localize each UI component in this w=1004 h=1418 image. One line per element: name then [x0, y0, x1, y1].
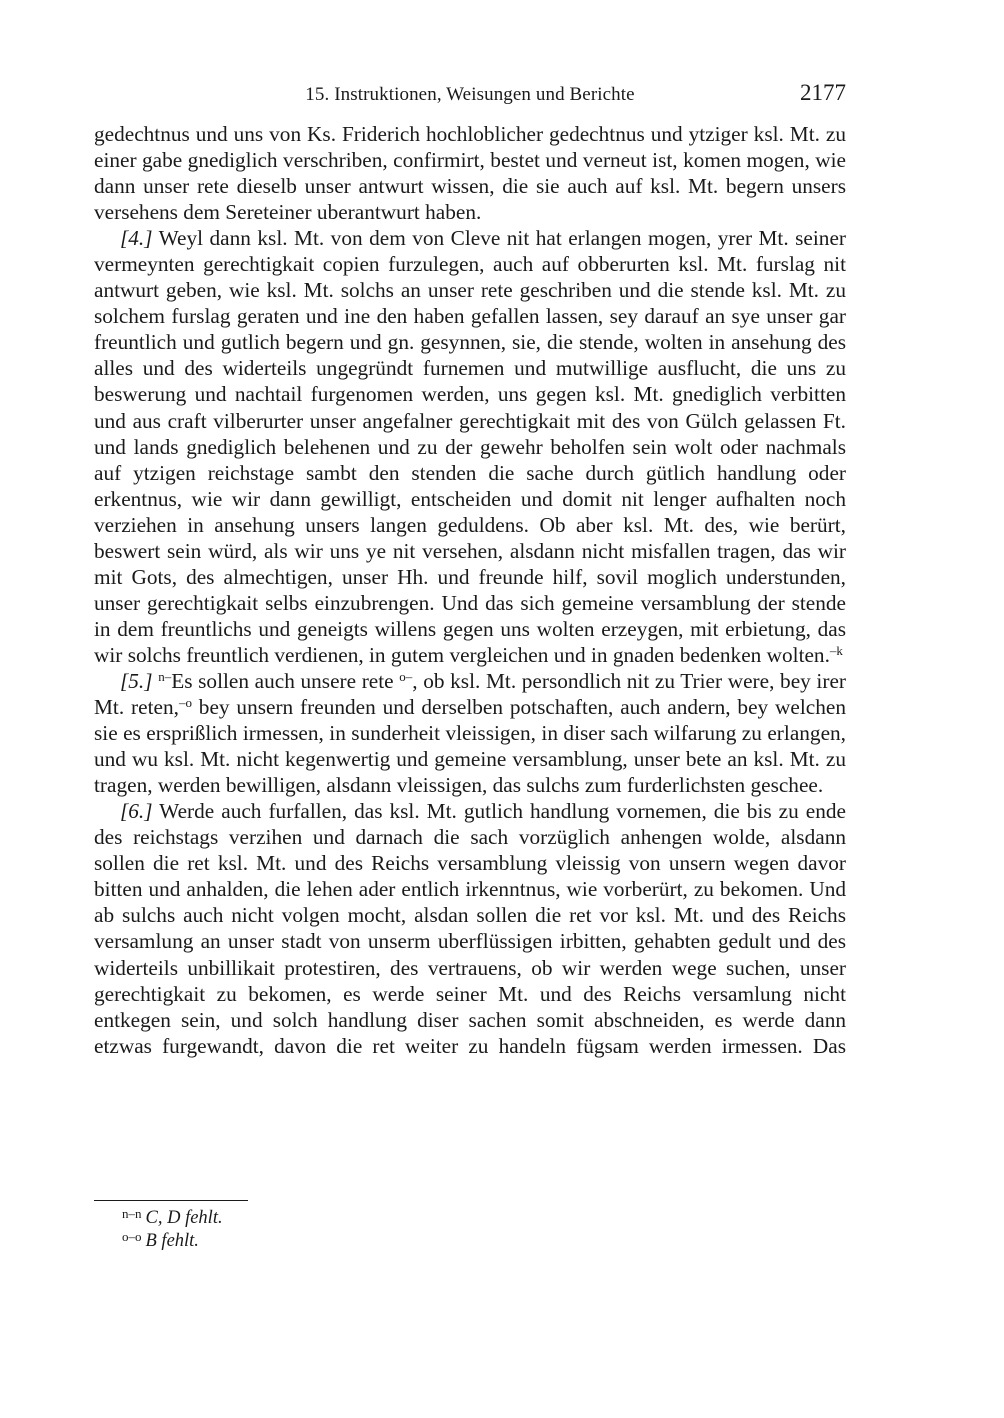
paragraph-text: gedechtnus und uns von Ks. Friderich hochloblicher gedechtnus und ytziger ksl. Mt. zu einer gabe gnediglich verschriben, confirmirt, bestet und verneut ist, komen mogen, wie dann unser rete dieselb unser antwurt wissen, die sie auch auf ksl. Mt. begern unsers versehens dem Sereteiner uberantwurt haben. [94, 122, 846, 225]
paragraph-text: Weyl dann ksl. Mt. von dem von Cleve nit hat erlangen mogen, yrer Mt. seiner vermeynten gerechtigkait copien furzulegen, auch auf obberurten ksl. Mt. furslag nit antwurt geben, wie ksl. Mt. solchs an unser rete geschriben und die stende ksl. Mt. zu solchem furslag geraten und ine den haben gefallen lassen, sey darauf an sye unser gar freuntlich und gutlich begern und gn. gesynnen, sie, die stende, wolten in ansehung des alles und des widerteils ungegründt furnemen und mutwillige ausflucht, die uns zu beswerung und nachtail furgenomen werden, uns gegen ksl. Mt. gnediglich verbitten und aus craft vilberurter unser angefalner gerechtigkait mit des von Gülch gelassen Ft. und lands gnediglich belehenen und zu der gewehr beholfen sein wolt oder nachmals auf ytzigen reichstage sambt den stenden die sache durch gütlich handlung oder erkentnus, wie wir dann gewilligt, entscheiden und domit nit lenger aufhalten noch verziehen in ansehung unsers langen geduldens. Ob aber ksl. Mt. des, wie berürt, beswert sein würd, als wir uns ye nit versehen, alsdann nicht misfallen tragen, das wir mit Gots, des almechtigen, unser Hh. und freunde hilf, sovil moglich understunden, unser gerechtigkait selbs einzubrengen. Und das sich gemeine versamblung der stende in dem freuntlichs und geneigts willens gegen uns wolten erzeygen, mit erbietung, das wir solchs freuntlich verdienen, in gutem vergleichen und in gnaden bedenken wolten. [94, 226, 846, 667]
footnotes [122, 1207, 223, 1253]
paragraph-4 [94, 225, 846, 668]
footnote [122, 1207, 223, 1230]
page-number: 2177 [800, 80, 846, 105]
paragraph-number: [4.] [120, 226, 153, 251]
variant-mark: –o [178, 695, 192, 711]
paragraph-6 [94, 798, 846, 1058]
body-text [94, 121, 846, 1059]
footnote-mark: o–o [122, 1229, 142, 1244]
running-head [94, 80, 846, 110]
variant-mark: o– [399, 668, 413, 684]
paragraph-number: [5.] [120, 668, 153, 693]
paragraph-continuation [94, 121, 846, 225]
footnote-text: B fehlt. [145, 1231, 199, 1251]
footnote-text: C, D fehlt. [145, 1208, 223, 1228]
paragraph-text: bey unsern freunden und derselben potschaften, auch andern, bey welchen sie es ersprißlich irmessen, in sunderheit vleissigen, in diser sach wilfarung zu erlangen, und wu ksl. Mt. nicht kegenwertig und gemeine versamblung, unser bete an ksl. Mt. zu tragen, werden bewilligen, alsdann vleissigen, das sulchs zum furderlichsten geschee. [94, 695, 846, 798]
paragraph-text: , ob ksl. Mt. persondlich nit zu Trier were, bey irer Mt. reten, [94, 668, 846, 720]
paragraph-text: Es sollen auch unsere rete [171, 668, 400, 693]
running-title: 15. Instruktionen, Weisungen und Berichte [305, 84, 635, 105]
variant-mark: n– [158, 668, 172, 684]
variant-mark: –k [829, 642, 843, 658]
footnote-rule [94, 1200, 248, 1201]
paragraph-5 [94, 668, 846, 798]
paragraph-text: Werde auch furfallen, das ksl. Mt. gutlich handlung vornemen, die bis zu ende des reichstags verzihen und darnach die sach vorzüglich anhengen wolde, alsdann sollen die ret ksl. Mt. und des Reichs versamblung vleissig von unsern wegen davor bitten und anhalden, die lehen ader entlich irkenntnus, wie vorberürt, zu bekomen. Und ab sulchs auch nicht volgen mocht, alsdan sollen die ret vor ksl. Mt. und des Reichs versamlung an unser stadt von unserm uberflüssigen irbitten, gehabten gedult und des widerteils unbillikait protestiren, des vertrauens, ob wir werden wege suchen, unser gerechtigkait zu bekomen, es werde seiner Mt. und des Reichs versamlung nicht entkegen sein, und solch handlung diser sachen somit abschneiden, es werde dann etzwas furgewandt, davon die ret weiter zu handeln fügsam werden irmessen. Das [94, 799, 846, 1058]
paragraph-number: [6.] [120, 799, 153, 824]
footnote [122, 1230, 223, 1253]
footnote-mark: n–n [122, 1206, 142, 1221]
